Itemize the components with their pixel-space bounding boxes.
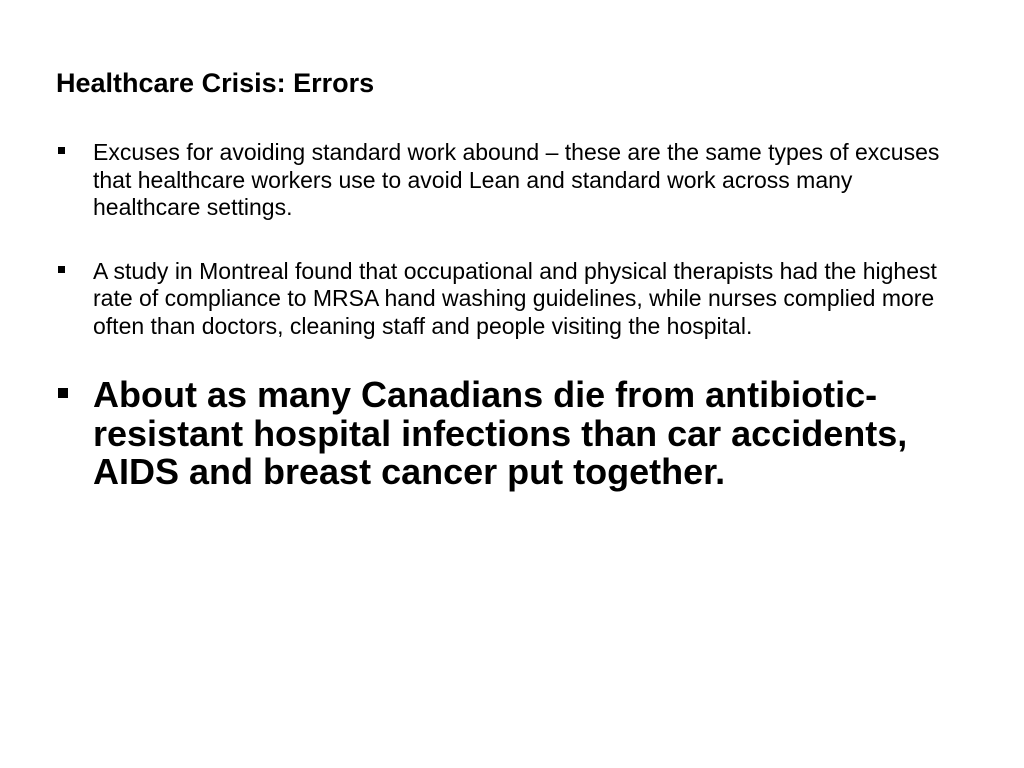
bullet-text: A study in Montreal found that occupational and physical therapists had the highest rate of compliance to MRSA hand washing guidelines, while nurses complied more often than doctors, cleaning staff and people visiting the hospital.	[93, 257, 937, 339]
slide-title: Healthcare Crisis: Errors	[56, 68, 375, 98]
square-bullet-icon	[58, 266, 65, 273]
bullet-item-montreal-study	[56, 258, 966, 341]
square-bullet-icon	[58, 147, 65, 154]
bullet-list	[56, 139, 966, 492]
square-bullet-icon	[58, 388, 68, 398]
bullet-item-excuses	[56, 139, 966, 222]
bullet-item-canadian-deaths	[56, 376, 966, 492]
bullet-text: Excuses for avoiding standard work abound – these are the same types of excuses that healthcare workers use to avoid Lean and standard work across many healthcare settings.	[93, 139, 940, 220]
bullet-text: About as many Canadians die from antibiotic-resistant hospital infections than car accidents, AIDS and breast cancer put together.	[93, 374, 908, 492]
